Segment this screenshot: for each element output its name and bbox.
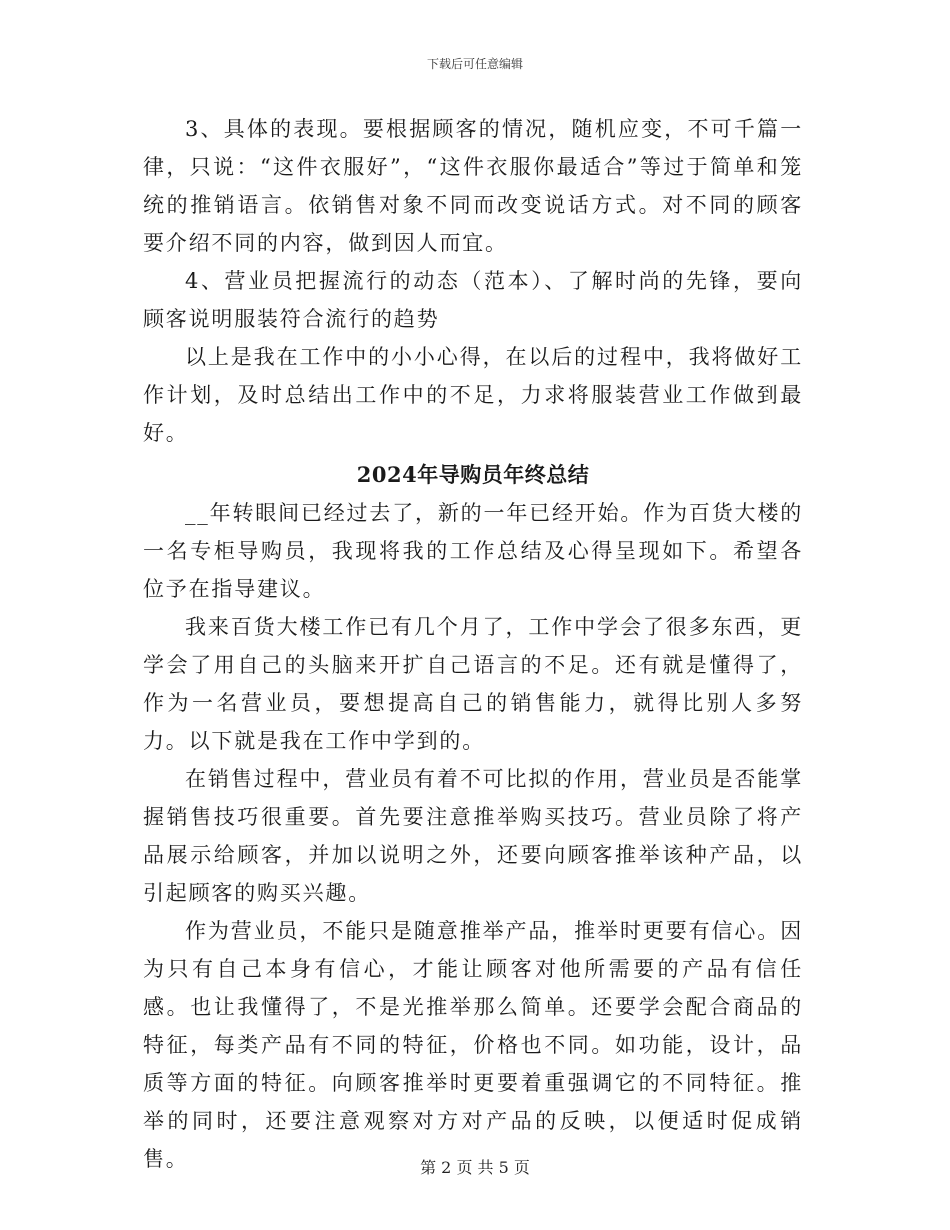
paragraph-intro: __年转眼间已经过去了，新的一年已经开始。作为百货大楼的一名专柜导购员，我现将我的工作总结及心得呈现如下。希望各位予在指导建议。 — [143, 501, 803, 601]
paragraph-experience: 我来百货大楼工作已有几个月了，工作中学会了很多东西，更学会了用自己的头脑来开扩自己语言的不足。还有就是懂得了，作为一名营业员，要想提高自己的销售能力，就得比别人多努力。以下就是我在工作中学到的。 — [143, 615, 803, 753]
document-body — [143, 110, 803, 1178]
header-note: 下载后可任意编辑 — [426, 57, 523, 71]
paragraph-item-3: 3、具体的表现。要根据顾客的情况，随机应变，不可千篇一律，只说：“这件衣服好”，“这件衣服你最适合”等过于简单和笼统的推销语言。依销售对象不同而改变说话方式。对不同的顾客要介绍不同的内容，做到因人而宜。 — [143, 117, 803, 255]
section-title: 2024年导购员年终总结 — [356, 462, 590, 487]
paragraph-confidence: 作为营业员，不能只是随意推举产品，推举时更要有信心。因为只有自己本身有信心，才能让顾客对他所需要的产品有信任感。也让我懂得了，不是光推举那么简单。还要学会配合商品的特征，每类产品有不同的特征，价格也不同。如功能，设计，品质等方面的特征。向顾客推举时更要着重强调它的不同特征。推举的同时，还要注意观察对方对产品的反映，以便适时促成销售。 — [143, 919, 803, 1171]
paragraph-summary: 以上是我在工作中的小小心得，在以后的过程中，我将做好工作计划，及时总结出工作中的不足，力求将服装营业工作做到最好。 — [143, 345, 803, 445]
page-number: 第 2 页 共 5 页 — [420, 1158, 530, 1177]
paragraph-item-4: 4、营业员把握流行的动态（范本）、了解时尚的先锋，要向顾客说明服装符合流行的趋势 — [143, 269, 803, 331]
paragraph-sales-skills: 在销售过程中，营业员有着不可比拟的作用，营业员是否能掌握销售技巧很重要。首先要注意推举购买技巧。营业员除了将产品展示给顾客，并加以说明之外，还要向顾客推举该种产品，以引起顾客的购买兴趣。 — [143, 767, 803, 905]
